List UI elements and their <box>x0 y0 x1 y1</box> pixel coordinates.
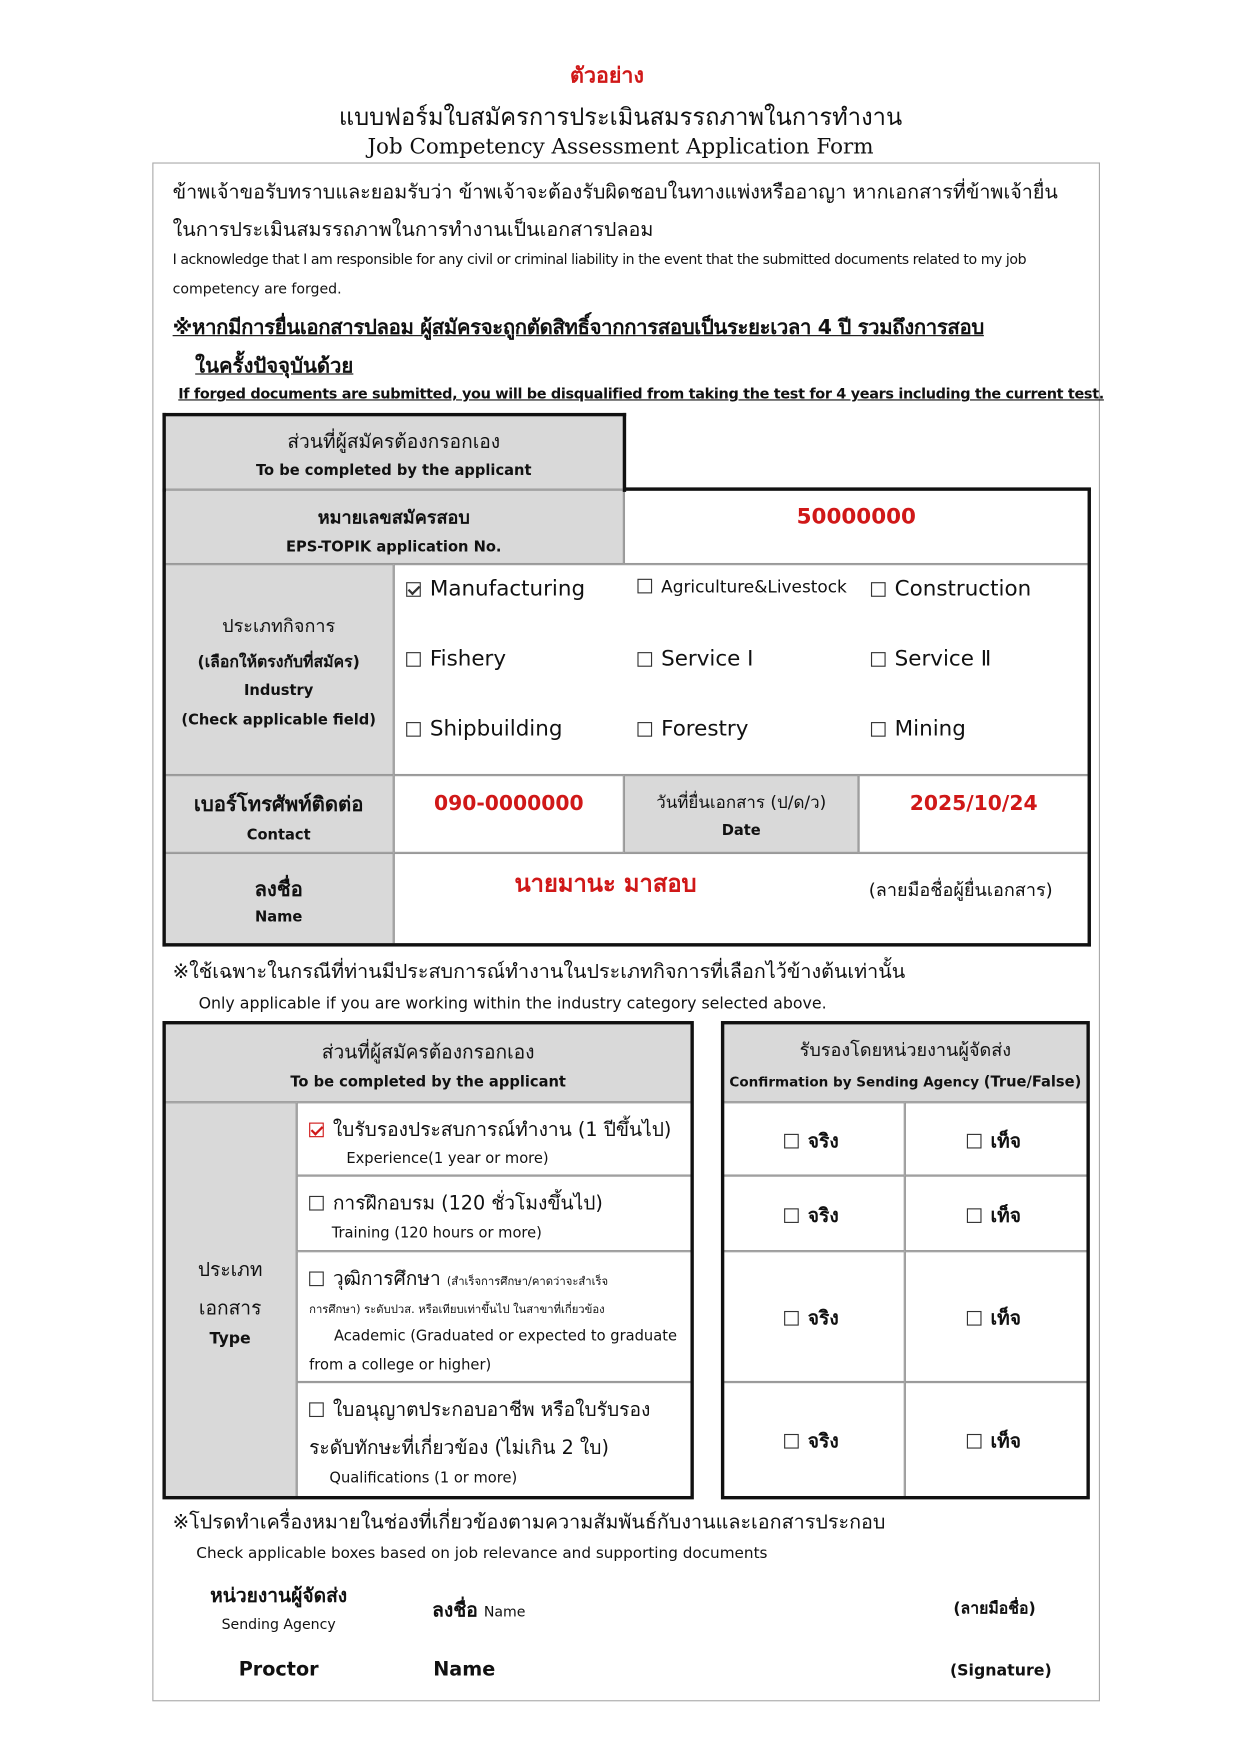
industry-label-english: Industry <box>243 682 314 700</box>
declaration-thai-2: ในการประเมินสมรรถภาพในการทำงานเป็นเอกสารปลอม <box>172 218 654 242</box>
industry-option-label: Construction <box>894 576 1032 602</box>
doc-academic-thai-detail-2: การศึกษา) ระดับปวส. หรือเทียบเท่าขึ้นไป ในสาขาที่เกี่ยวข้อง <box>309 1304 605 1317</box>
industry-option-label: Manufacturing <box>429 576 586 602</box>
application-no-label-english: EPS-TOPIK application No. <box>285 539 502 557</box>
date-value: 2025/10/24 <box>909 791 1038 816</box>
checkbox-checked-icon[interactable] <box>406 582 421 597</box>
industry-option[interactable] <box>637 716 748 741</box>
doc-training[interactable] <box>297 1176 693 1252</box>
industry-option-label: Agriculture&Livestock <box>661 576 847 597</box>
sample-label: ตัวอย่าง <box>570 63 644 88</box>
applicant-section-header <box>164 414 624 490</box>
name-label <box>164 853 394 944</box>
doc-experience-english: Experience(1 year or more) <box>346 1150 549 1168</box>
checkbox-icon[interactable] <box>871 652 886 667</box>
confirm-true-cell[interactable] <box>722 1251 905 1382</box>
application-no-value: 50000000 <box>796 504 916 530</box>
form-title-thai: แบบฟอร์มใบสมัครการประเมินสมรรถภาพในการทำงาน <box>338 103 903 131</box>
section-title-thai: ส่วนที่ผู้สมัครต้องกรอกเอง <box>321 1041 535 1064</box>
true-false-label: (True/False) <box>983 1074 1082 1091</box>
industry-option[interactable] <box>406 646 506 671</box>
date-field[interactable] <box>859 775 1089 853</box>
industry-option[interactable] <box>637 646 753 671</box>
industry-option-label: Mining <box>894 716 966 742</box>
contact-label-thai: เบอร์โทรศัพท์ติดต่อ <box>193 793 364 817</box>
section-title-english: To be completed by the applicant <box>290 1074 566 1091</box>
doc-qualifications-thai-1: ใบอนุญาตประกอบอาชีพ หรือใบรับรอง <box>332 1398 651 1422</box>
application-no-field[interactable] <box>624 490 1089 564</box>
doc-academic-english-1: Academic (Graduated or expected to graduate <box>333 1327 677 1345</box>
industry-hint-english: (Check applicable field) <box>181 711 376 729</box>
date-label <box>624 775 859 853</box>
sending-agency-label-thai: หน่วยงานผู้จัดส่ง <box>210 1585 348 1608</box>
doc-academic-thai-detail: (สำเร็จการศึกษา/คาดว่าจะสำเร็จ <box>446 1275 609 1289</box>
confirm-true-cell[interactable] <box>722 1102 905 1175</box>
warning-thai-1: ※หากมีการยื่นเอกสารปลอม ผู้สมัครจะถูกตัดสิทธิ์จากการสอบเป็นระยะเวลา 4 ปี รวมถึงการสอบ <box>172 315 984 340</box>
table-border <box>624 487 1091 490</box>
contact-label-english: Contact <box>246 826 311 844</box>
confirm-true-label: จริง <box>807 1129 839 1153</box>
doc-training-english: Training (120 hours or more) <box>331 1225 542 1243</box>
confirm-false-label: เท็จ <box>990 1307 1022 1331</box>
checkbox-icon[interactable] <box>309 1196 324 1211</box>
confirm-true-label: จริง <box>807 1430 839 1454</box>
checkbox-icon[interactable] <box>871 722 886 737</box>
confirmation-title-thai: รับรองโดยหน่วยงานผู้จัดส่ง <box>799 1039 1012 1061</box>
confirm-false-label: เท็จ <box>990 1129 1022 1153</box>
type-label-thai-2: เอกสาร <box>198 1297 262 1320</box>
checkbox-icon[interactable] <box>784 1133 799 1148</box>
contact-field[interactable] <box>394 775 624 853</box>
confirm-true-label: จริง <box>807 1307 839 1331</box>
document-type-label <box>164 1102 297 1497</box>
signature-hint-thai: (ลายมือชื่อ) <box>953 1599 1036 1618</box>
date-label-english: Date <box>721 822 761 840</box>
sending-agency-label-english: Sending Agency <box>221 1615 336 1633</box>
doc-academic-english-2: from a college or higher) <box>309 1357 492 1375</box>
industry-option-label: Forestry <box>661 716 749 742</box>
checkbox-icon[interactable] <box>967 1133 982 1148</box>
note2-english: Check applicable boxes based on job relevance and supporting documents <box>196 1544 768 1563</box>
industry-option[interactable] <box>871 716 966 741</box>
sign-label-english: Name <box>483 1603 526 1621</box>
declaration-thai-1: ข้าพเจ้าขอรับทราบและยอมรับว่า ข้าพเจ้าจะต้องรับผิดชอบในทางแพ่งหรืออาญา หากเอกสารที่ข้าพเจ้ายื่น <box>172 181 1058 205</box>
checkbox-icon[interactable] <box>967 1434 982 1449</box>
form-title-english: Job Competency Assessment Application Form <box>367 134 874 160</box>
doc-qualifications[interactable] <box>297 1382 693 1497</box>
checkbox-icon[interactable] <box>871 582 886 597</box>
confirmation-title-english: Confirmation by Sending Agency <box>729 1074 980 1090</box>
checkbox-icon[interactable] <box>406 652 421 667</box>
industry-option[interactable] <box>637 577 846 597</box>
name-value: นายมานะ มาสอบ <box>514 869 697 897</box>
doc-academic[interactable] <box>297 1251 693 1382</box>
checkbox-icon[interactable] <box>637 652 652 667</box>
signature-note: (ลายมือชื่อผู้ยื่นเอกสาร) <box>868 878 1053 901</box>
name-label-english: Name <box>254 909 303 927</box>
application-no-label <box>164 490 624 564</box>
checkbox-icon[interactable] <box>406 722 421 737</box>
doc-training-thai: การฝึกอบรม (120 ชั่วโมงขึ้นไป) <box>332 1192 603 1216</box>
industry-label <box>164 564 394 775</box>
type-label-thai-1: ประเภท <box>197 1259 263 1282</box>
checkbox-checked-icon[interactable] <box>309 1123 324 1138</box>
name-label: Name <box>433 1658 496 1682</box>
industry-option-label: Fishery <box>429 646 507 672</box>
doc-academic-thai: วุฒิการศึกษา <box>332 1268 441 1291</box>
checkbox-icon[interactable] <box>784 1434 799 1449</box>
note1-english: Only applicable if you are working within the industry category selected above. <box>198 995 827 1014</box>
industry-option-label: Service Ⅱ <box>894 646 992 672</box>
checkbox-icon[interactable] <box>784 1311 799 1326</box>
checkbox-icon[interactable] <box>637 579 652 594</box>
confirmation-header <box>722 1022 1089 1102</box>
date-label-thai: วันที่ยื่นเอกสาร (ป/ด/ว) <box>656 791 827 813</box>
industry-hint-thai: (เลือกให้ตรงกับที่สมัคร) <box>197 653 360 672</box>
application-no-label-thai: หมายเลขสมัครสอบ <box>317 506 470 528</box>
note1-thai: ※ใช้เฉพาะในกรณีที่ท่านมีประสบการณ์ทำงานในประเภทกิจการที่เลือกไว้ข้างต้นเท่านั้น <box>172 961 906 984</box>
contact-label <box>164 775 394 853</box>
industry-option-label: Service Ⅰ <box>661 646 754 672</box>
warning-english: If forged documents are submitted, you will be disqualified from taking the test for 4 years including the current test. <box>178 385 1104 403</box>
sign-label-thai: ลงชื่อ <box>432 1599 478 1623</box>
confirm-false-cell[interactable] <box>905 1382 1089 1497</box>
industry-option[interactable] <box>406 577 585 602</box>
industry-option-label: Shipbuilding <box>429 716 563 742</box>
industry-option[interactable] <box>871 646 991 671</box>
confirm-false-cell[interactable] <box>905 1102 1089 1175</box>
name-field[interactable] <box>394 853 1089 944</box>
doc-qualifications-english: Qualifications (1 or more) <box>329 1470 518 1487</box>
checkbox-icon[interactable] <box>784 1208 799 1223</box>
doc-experience[interactable] <box>297 1102 693 1175</box>
documents-section-header <box>164 1022 693 1102</box>
confirm-true-cell[interactable] <box>722 1382 905 1497</box>
industry-label-thai: ประเภทกิจการ <box>222 614 336 637</box>
name-label-thai: ลงชื่อ <box>254 877 303 902</box>
declaration-english-1: I acknowledge that I am responsible for any civil or criminal liability in the event that the submitted documents related to my job <box>172 250 1027 268</box>
industry-option[interactable] <box>871 577 1031 602</box>
note2-thai: ※โปรดทำเครื่องหมายในช่องที่เกี่ยวข้องตามความสัมพันธ์กับงานและเอกสารประกอบ <box>172 1511 886 1535</box>
type-label-english: Type <box>209 1330 251 1349</box>
confirm-false-label: เท็จ <box>990 1204 1022 1227</box>
checkbox-icon[interactable] <box>637 722 652 737</box>
doc-experience-thai: ใบรับรองประสบการณ์ทำงาน (1 ปีขึ้นไป) <box>332 1119 672 1142</box>
declaration-english-2: competency are forged. <box>172 279 342 297</box>
confirm-false-cell[interactable] <box>905 1251 1089 1382</box>
section-title-thai: ส่วนที่ผู้สมัครต้องกรอกเอง <box>287 430 501 454</box>
confirm-false-label: เท็จ <box>990 1430 1022 1454</box>
contact-value: 090-0000000 <box>433 791 584 816</box>
checkbox-icon[interactable] <box>967 1208 982 1223</box>
confirm-true-cell[interactable] <box>722 1176 905 1252</box>
checkbox-icon[interactable] <box>309 1271 324 1286</box>
warning-thai-2: ในครั้งปัจจุบันด้วย <box>195 354 354 378</box>
checkbox-icon[interactable] <box>967 1311 982 1326</box>
confirm-false-cell[interactable] <box>905 1176 1089 1252</box>
checkbox-icon[interactable] <box>309 1402 324 1417</box>
industry-option[interactable] <box>406 716 562 741</box>
confirm-true-label: จริง <box>807 1204 839 1227</box>
doc-qualifications-thai-2: ระดับทักษะที่เกี่ยวข้อง (ไม่เกิน 2 ใบ) <box>309 1437 609 1460</box>
proctor-label: Proctor <box>238 1658 319 1682</box>
section-title-english: To be completed by the applicant <box>255 462 532 480</box>
signature-hint-english: (Signature) <box>949 1661 1052 1680</box>
